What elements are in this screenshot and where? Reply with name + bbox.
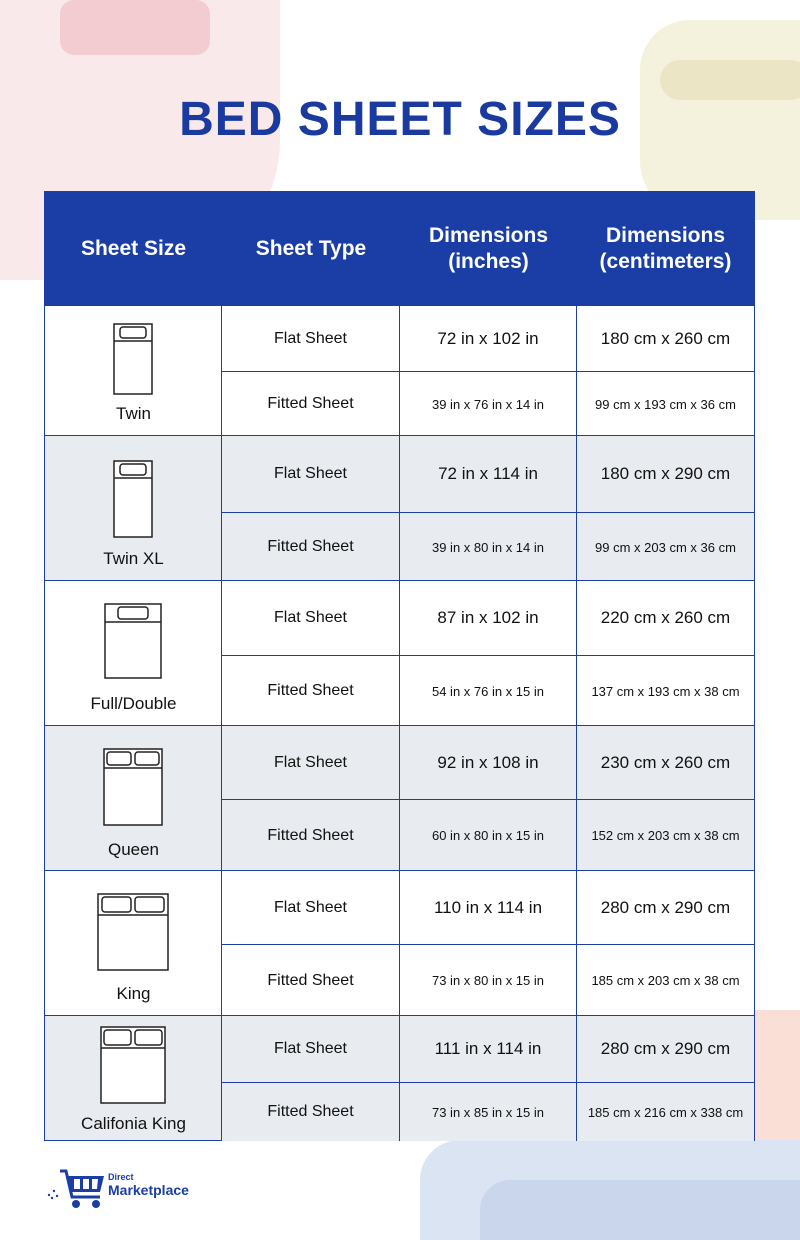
inches-cell: 72 in x 102 in — [400, 306, 577, 371]
header-dimensions-inches — [400, 192, 577, 305]
table-header — [45, 192, 754, 305]
sheet-type-cell: Fitted Sheet — [222, 945, 400, 1016]
size-cell — [45, 726, 222, 870]
size-cell — [45, 581, 222, 725]
header-sheet-type: Sheet Type — [255, 236, 367, 260]
size-label: Queen — [107, 840, 160, 859]
cm-cell: 185 cm x 216 cm x 338 cm — [587, 1104, 744, 1120]
inches-cell: 87 in x 102 in — [400, 581, 577, 655]
bed-group-twin — [45, 305, 754, 435]
inches-cell: 73 in x 80 in x 15 in — [400, 945, 577, 1016]
cm-cell: 280 cm x 290 cm — [600, 897, 731, 917]
table-row-flat — [222, 1016, 754, 1082]
sheet-type-cell: Fitted Sheet — [222, 513, 400, 581]
cm-cell: 137 cm x 193 cm x 38 cm — [591, 683, 740, 699]
california-king-bed-icon — [100, 1026, 166, 1104]
cm-cell: 180 cm x 260 cm — [600, 328, 731, 348]
cm-cell: 230 cm x 260 cm — [600, 752, 731, 772]
king-bed-icon — [97, 893, 169, 971]
cm-cell: 99 cm x 193 cm x 36 cm — [595, 396, 736, 412]
sheet-type-cell: Flat Sheet — [222, 581, 400, 655]
inches-cell: 92 in x 108 in — [400, 726, 577, 799]
pink-pillow-decoration — [60, 0, 210, 55]
cm-cell: 180 cm x 290 cm — [600, 464, 731, 483]
table-row-fitted — [222, 512, 754, 581]
twin-bed-icon — [113, 323, 153, 395]
size-cell — [45, 1016, 222, 1140]
header-sheet-size: Sheet Size — [80, 236, 187, 260]
size-label: Full/Double — [90, 694, 177, 713]
cm-cell: 99 cm x 203 cm x 36 cm — [595, 539, 736, 555]
size-label: King — [116, 984, 151, 1003]
table-row-flat — [222, 436, 754, 512]
sheet-type-cell: Fitted Sheet — [222, 800, 400, 871]
table-row-fitted — [222, 371, 754, 436]
queen-bed-icon — [103, 748, 163, 826]
table-row-fitted — [222, 799, 754, 871]
sheet-type-cell: Flat Sheet — [222, 1016, 400, 1082]
sheet-type-cell: Fitted Sheet — [222, 656, 400, 726]
header-inches-line2: (inches) — [448, 249, 529, 273]
sheet-type-cell: Fitted Sheet — [222, 1083, 400, 1141]
bed-group-king — [45, 870, 754, 1015]
sheet-type-cell: Flat Sheet — [222, 436, 400, 512]
sheet-type-cell: Flat Sheet — [222, 726, 400, 799]
size-cell — [45, 436, 222, 580]
inches-cell: 111 in x 114 in — [400, 1016, 577, 1082]
inches-cell: 73 in x 85 in x 15 in — [400, 1083, 577, 1141]
table-row-flat — [222, 871, 754, 944]
logo-text-marketplace: Marketplace — [108, 1182, 189, 1198]
size-label: Twin XL — [103, 549, 164, 568]
header-cm-line2: (centimeters) — [599, 249, 732, 273]
inches-cell: 72 in x 114 in — [400, 436, 577, 512]
inches-cell: 39 in x 76 in x 14 in — [400, 372, 577, 436]
table-row-fitted — [222, 655, 754, 726]
bed-group-california-king — [45, 1015, 754, 1140]
table-row-flat — [222, 306, 754, 371]
inches-cell: 39 in x 80 in x 14 in — [400, 513, 577, 581]
bed-group-twin-xl — [45, 435, 754, 580]
inches-cell: 60 in x 80 in x 15 in — [400, 800, 577, 871]
table-row-fitted — [222, 944, 754, 1016]
blue-sheet-fold-decoration — [480, 1180, 800, 1240]
size-label: Califonia King — [81, 1114, 186, 1133]
table-row-flat — [222, 726, 754, 799]
twin-xl-bed-icon — [113, 460, 153, 538]
size-label: Twin — [116, 404, 151, 423]
bed-group-queen — [45, 725, 754, 870]
header-dimensions-centimeters — [577, 192, 754, 305]
sheet-type-cell: Flat Sheet — [222, 871, 400, 944]
table-row-flat — [222, 581, 754, 655]
inches-cell: 54 in x 76 in x 15 in — [400, 656, 577, 726]
sheet-type-cell: Fitted Sheet — [222, 372, 400, 436]
logo-text-direct: Direct — [108, 1172, 134, 1182]
page-title: BED SHEET SIZES — [179, 93, 621, 146]
cm-cell: 280 cm x 290 cm — [600, 1039, 731, 1058]
bed-group-full-double — [45, 580, 754, 725]
size-cell — [45, 871, 222, 1015]
full-bed-icon — [104, 603, 162, 679]
inches-cell: 110 in x 114 in — [400, 871, 577, 944]
cm-cell: 152 cm x 203 cm x 38 cm — [591, 828, 740, 843]
header-cm-line1: Dimensions — [605, 224, 725, 248]
sheet-size-table — [44, 191, 755, 1141]
table-row-fitted — [222, 1082, 754, 1141]
header-inches-line1: Dimensions — [428, 224, 549, 248]
cm-cell: 185 cm x 203 cm x 38 cm — [591, 973, 740, 988]
sheet-type-cell: Flat Sheet — [222, 306, 400, 371]
size-cell — [45, 306, 222, 435]
cm-cell: 220 cm x 260 cm — [600, 608, 731, 627]
